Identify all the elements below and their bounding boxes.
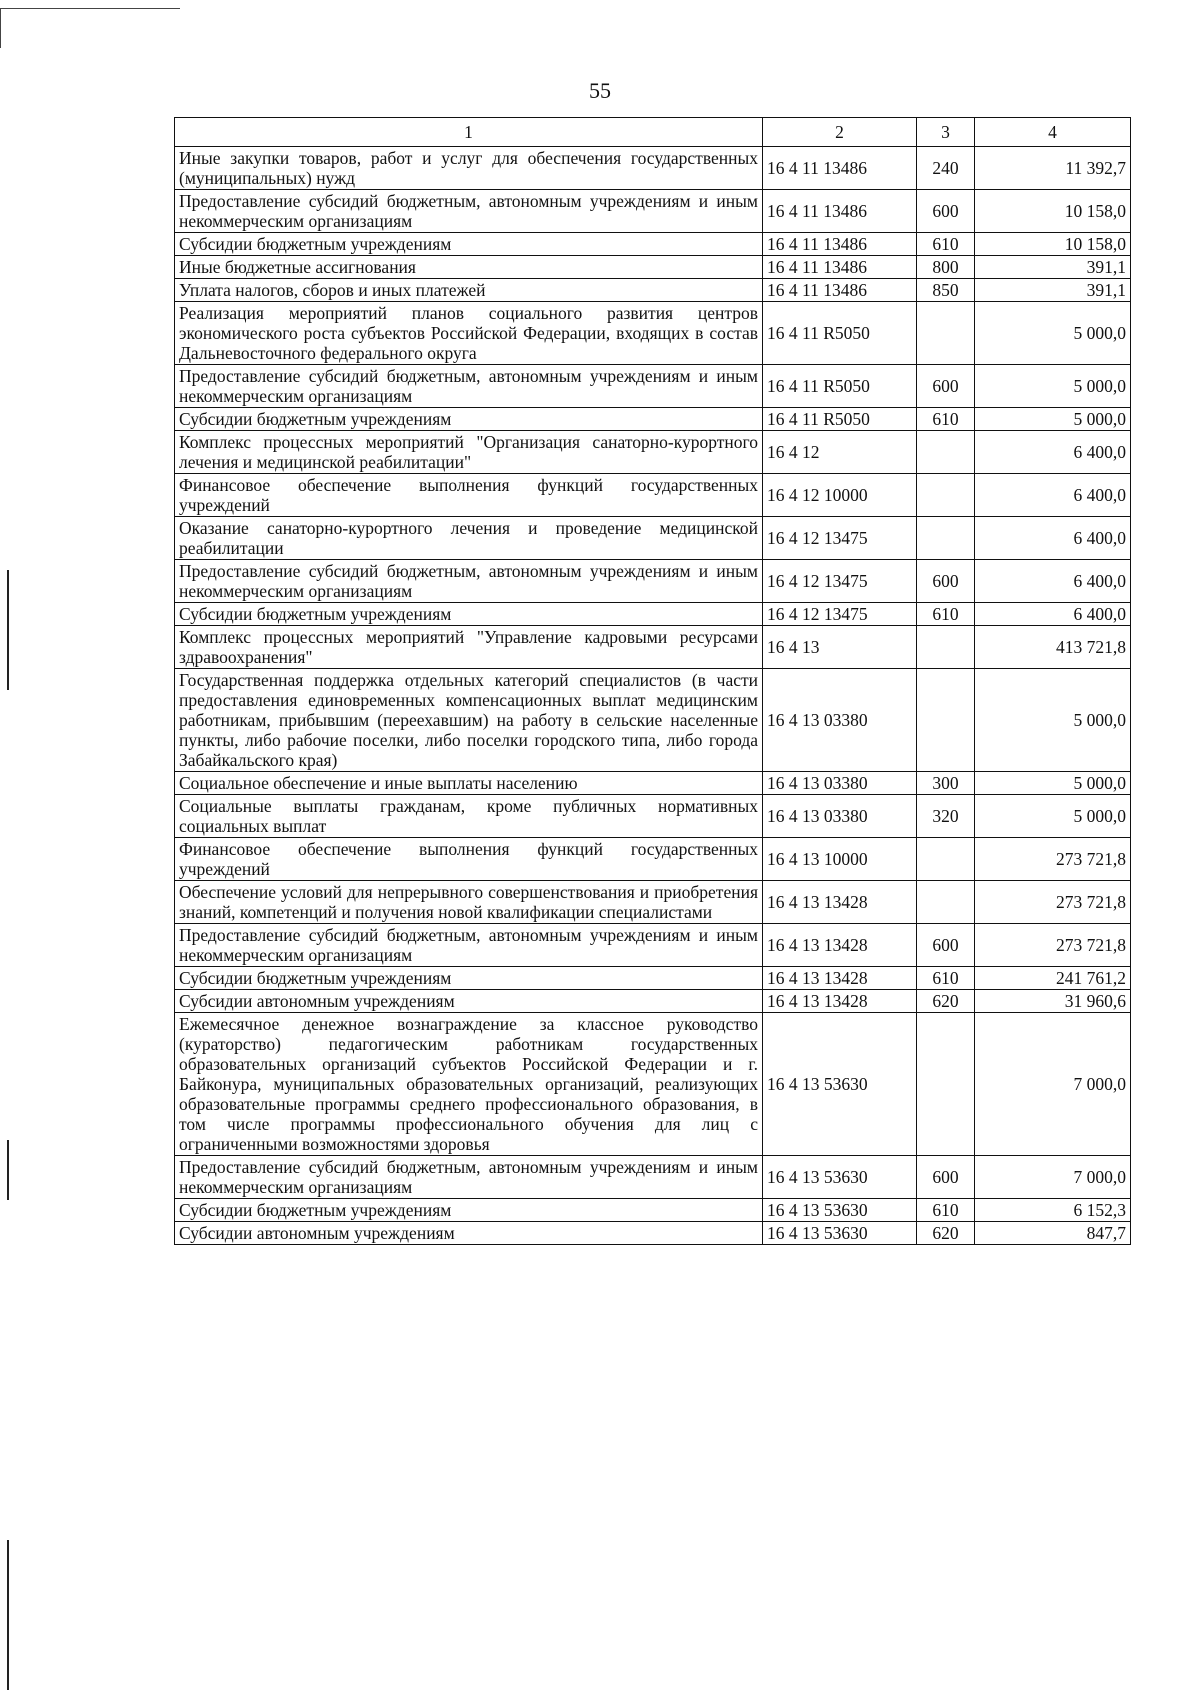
table-row bbox=[175, 431, 1131, 474]
table-row bbox=[175, 256, 1131, 279]
table-row bbox=[175, 838, 1131, 881]
row-vr-cell: 240 bbox=[917, 147, 975, 190]
row-name-cell: Предоставление субсидий бюджетным, автономным учреждениям и иным некоммерческим организациям bbox=[175, 560, 763, 603]
row-vr-cell: 300 bbox=[917, 772, 975, 795]
row-vr-cell: 610 bbox=[917, 233, 975, 256]
row-name-cell: Социальное обеспечение и иные выплаты населению bbox=[175, 772, 763, 795]
column-header: 1 bbox=[175, 118, 763, 147]
row-name-cell: Комплекс процессных мероприятий "Управление кадровыми ресурсами здравоохранения" bbox=[175, 626, 763, 669]
table-row bbox=[175, 147, 1131, 190]
row-code-cell: 16 4 13 53630 bbox=[763, 1199, 917, 1222]
row-code-cell: 16 4 13 13428 bbox=[763, 990, 917, 1013]
table-row bbox=[175, 924, 1131, 967]
row-vr-cell: 600 bbox=[917, 560, 975, 603]
row-name-cell: Предоставление субсидий бюджетным, автономным учреждениям и иным некоммерческим организациям bbox=[175, 924, 763, 967]
row-code-cell: 16 4 12 13475 bbox=[763, 517, 917, 560]
row-name-cell: Государственная поддержка отдельных категорий специалистов (в части предоставления единовременных компенсационных выплат медицинским работникам, прибывшим (переехавшим) на работу в сельские населенные пункты, либо рабочие поселки, либо поселки городского типа, либо города Забайкальского края) bbox=[175, 669, 763, 772]
row-sum-cell: 391,1 bbox=[975, 279, 1131, 302]
row-vr-cell: 620 bbox=[917, 1222, 975, 1245]
row-vr-cell: 600 bbox=[917, 365, 975, 408]
row-sum-cell: 5 000,0 bbox=[975, 669, 1131, 772]
row-code-cell: 16 4 13 53630 bbox=[763, 1013, 917, 1156]
row-vr-cell: 610 bbox=[917, 408, 975, 431]
row-sum-cell: 391,1 bbox=[975, 256, 1131, 279]
row-code-cell: 16 4 12 13475 bbox=[763, 560, 917, 603]
row-sum-cell: 5 000,0 bbox=[975, 408, 1131, 431]
row-name-cell: Субсидии бюджетным учреждениям bbox=[175, 233, 763, 256]
row-vr-cell bbox=[917, 517, 975, 560]
table-header-row bbox=[175, 118, 1131, 147]
column-header: 3 bbox=[917, 118, 975, 147]
scan-edge-mark bbox=[0, 8, 180, 9]
row-sum-cell: 5 000,0 bbox=[975, 772, 1131, 795]
row-name-cell: Ежемесячное денежное вознаграждение за классное руководство (кураторство) педагогическим работникам государственных образовательных организаций субъектов Российской Федерации и г. Байконура, муниципальных образовательных организаций, реализующих образовательные программы среднего профессионального образования, в том числе программы профессионального обучения для лиц с ограниченными возможностями здоровья bbox=[175, 1013, 763, 1156]
row-vr-cell bbox=[917, 1013, 975, 1156]
row-sum-cell: 5 000,0 bbox=[975, 365, 1131, 408]
table-row bbox=[175, 517, 1131, 560]
row-vr-cell: 610 bbox=[917, 967, 975, 990]
table-row bbox=[175, 408, 1131, 431]
row-sum-cell: 273 721,8 bbox=[975, 881, 1131, 924]
row-name-cell: Иные закупки товаров, работ и услуг для обеспечения государственных (муниципальных) нужд bbox=[175, 147, 763, 190]
row-code-cell: 16 4 13 53630 bbox=[763, 1156, 917, 1199]
row-code-cell: 16 4 11 13486 bbox=[763, 190, 917, 233]
row-sum-cell: 10 158,0 bbox=[975, 190, 1131, 233]
table-row bbox=[175, 190, 1131, 233]
row-sum-cell: 7 000,0 bbox=[975, 1013, 1131, 1156]
row-code-cell: 16 4 11 13486 bbox=[763, 147, 917, 190]
row-sum-cell: 273 721,8 bbox=[975, 838, 1131, 881]
row-name-cell: Субсидии бюджетным учреждениям bbox=[175, 1199, 763, 1222]
row-vr-cell bbox=[917, 669, 975, 772]
row-name-cell: Иные бюджетные ассигнования bbox=[175, 256, 763, 279]
row-code-cell: 16 4 11 R5050 bbox=[763, 302, 917, 365]
row-code-cell: 16 4 11 R5050 bbox=[763, 408, 917, 431]
row-code-cell: 16 4 13 03380 bbox=[763, 772, 917, 795]
row-code-cell: 16 4 11 13486 bbox=[763, 256, 917, 279]
row-sum-cell: 6 400,0 bbox=[975, 517, 1131, 560]
row-vr-cell: 600 bbox=[917, 190, 975, 233]
row-name-cell: Реализация мероприятий планов социального развития центров экономического роста субъектов Российской Федерации, входящих в состав Дальневосточного федерального округа bbox=[175, 302, 763, 365]
row-sum-cell: 6 400,0 bbox=[975, 560, 1131, 603]
row-sum-cell: 11 392,7 bbox=[975, 147, 1131, 190]
row-sum-cell: 6 400,0 bbox=[975, 474, 1131, 517]
table-row bbox=[175, 990, 1131, 1013]
table-row bbox=[175, 302, 1131, 365]
row-name-cell: Финансовое обеспечение выполнения функций государственных учреждений bbox=[175, 474, 763, 517]
row-sum-cell: 7 000,0 bbox=[975, 1156, 1131, 1199]
row-sum-cell: 273 721,8 bbox=[975, 924, 1131, 967]
row-name-cell: Предоставление субсидий бюджетным, автономным учреждениям и иным некоммерческим организациям bbox=[175, 190, 763, 233]
row-sum-cell: 31 960,6 bbox=[975, 990, 1131, 1013]
table-row bbox=[175, 603, 1131, 626]
column-header: 2 bbox=[763, 118, 917, 147]
row-sum-cell: 10 158,0 bbox=[975, 233, 1131, 256]
row-sum-cell: 5 000,0 bbox=[975, 795, 1131, 838]
row-vr-cell: 320 bbox=[917, 795, 975, 838]
row-name-cell: Предоставление субсидий бюджетным, автономным учреждениям и иным некоммерческим организациям bbox=[175, 365, 763, 408]
row-name-cell: Финансовое обеспечение выполнения функций государственных учреждений bbox=[175, 838, 763, 881]
table-row bbox=[175, 772, 1131, 795]
row-name-cell: Комплекс процессных мероприятий "Организация санаторно-курортного лечения и медицинской реабилитации" bbox=[175, 431, 763, 474]
row-code-cell: 16 4 13 03380 bbox=[763, 795, 917, 838]
row-sum-cell: 847,7 bbox=[975, 1222, 1131, 1245]
budget-table bbox=[174, 117, 1131, 1245]
row-code-cell: 16 4 13 13428 bbox=[763, 967, 917, 990]
row-code-cell: 16 4 11 R5050 bbox=[763, 365, 917, 408]
column-header: 4 bbox=[975, 118, 1131, 147]
row-vr-cell bbox=[917, 626, 975, 669]
row-vr-cell bbox=[917, 431, 975, 474]
row-vr-cell: 850 bbox=[917, 279, 975, 302]
scan-edge-mark bbox=[7, 1540, 9, 1690]
table-row bbox=[175, 626, 1131, 669]
table-row bbox=[175, 1156, 1131, 1199]
row-name-cell: Предоставление субсидий бюджетным, автономным учреждениям и иным некоммерческим организациям bbox=[175, 1156, 763, 1199]
row-sum-cell: 241 761,2 bbox=[975, 967, 1131, 990]
row-name-cell: Субсидии автономным учреждениям bbox=[175, 990, 763, 1013]
row-sum-cell: 6 152,3 bbox=[975, 1199, 1131, 1222]
table-row bbox=[175, 1199, 1131, 1222]
row-sum-cell: 413 721,8 bbox=[975, 626, 1131, 669]
row-code-cell: 16 4 13 bbox=[763, 626, 917, 669]
table-row bbox=[175, 279, 1131, 302]
row-vr-cell: 600 bbox=[917, 924, 975, 967]
row-name-cell: Субсидии бюджетным учреждениям bbox=[175, 967, 763, 990]
scan-edge-mark bbox=[7, 570, 9, 690]
row-name-cell: Субсидии автономным учреждениям bbox=[175, 1222, 763, 1245]
row-vr-cell: 620 bbox=[917, 990, 975, 1013]
row-code-cell: 16 4 11 13486 bbox=[763, 279, 917, 302]
row-code-cell: 16 4 13 13428 bbox=[763, 924, 917, 967]
row-vr-cell bbox=[917, 474, 975, 517]
row-vr-cell bbox=[917, 302, 975, 365]
table-row bbox=[175, 560, 1131, 603]
row-vr-cell bbox=[917, 838, 975, 881]
row-code-cell: 16 4 13 53630 bbox=[763, 1222, 917, 1245]
row-name-cell: Уплата налогов, сборов и иных платежей bbox=[175, 279, 763, 302]
row-sum-cell: 5 000,0 bbox=[975, 302, 1131, 365]
row-vr-cell: 600 bbox=[917, 1156, 975, 1199]
row-vr-cell: 610 bbox=[917, 603, 975, 626]
table-row bbox=[175, 365, 1131, 408]
row-vr-cell: 800 bbox=[917, 256, 975, 279]
scan-edge-mark bbox=[0, 8, 1, 48]
row-code-cell: 16 4 11 13486 bbox=[763, 233, 917, 256]
row-code-cell: 16 4 13 03380 bbox=[763, 669, 917, 772]
table-row bbox=[175, 881, 1131, 924]
row-name-cell: Социальные выплаты гражданам, кроме публичных нормативных социальных выплат bbox=[175, 795, 763, 838]
page-number: 55 bbox=[589, 78, 611, 103]
row-sum-cell: 6 400,0 bbox=[975, 603, 1131, 626]
row-vr-cell: 610 bbox=[917, 1199, 975, 1222]
row-code-cell: 16 4 13 13428 bbox=[763, 881, 917, 924]
row-sum-cell: 6 400,0 bbox=[975, 431, 1131, 474]
row-name-cell: Обеспечение условий для непрерывного совершенствования и приобретения знаний, компетенций и получения новой квалификации специалистами bbox=[175, 881, 763, 924]
row-name-cell: Оказание санаторно-курортного лечения и проведение медицинской реабилитации bbox=[175, 517, 763, 560]
table-row bbox=[175, 474, 1131, 517]
row-vr-cell bbox=[917, 881, 975, 924]
row-code-cell: 16 4 12 10000 bbox=[763, 474, 917, 517]
scan-edge-mark bbox=[7, 1140, 9, 1200]
table-row bbox=[175, 233, 1131, 256]
table-row bbox=[175, 795, 1131, 838]
table-row bbox=[175, 669, 1131, 772]
table-row bbox=[175, 1222, 1131, 1245]
table-row bbox=[175, 1013, 1131, 1156]
table-row bbox=[175, 967, 1131, 990]
row-code-cell: 16 4 13 10000 bbox=[763, 838, 917, 881]
row-name-cell: Субсидии бюджетным учреждениям bbox=[175, 408, 763, 431]
row-name-cell: Субсидии бюджетным учреждениям bbox=[175, 603, 763, 626]
row-code-cell: 16 4 12 bbox=[763, 431, 917, 474]
row-code-cell: 16 4 12 13475 bbox=[763, 603, 917, 626]
